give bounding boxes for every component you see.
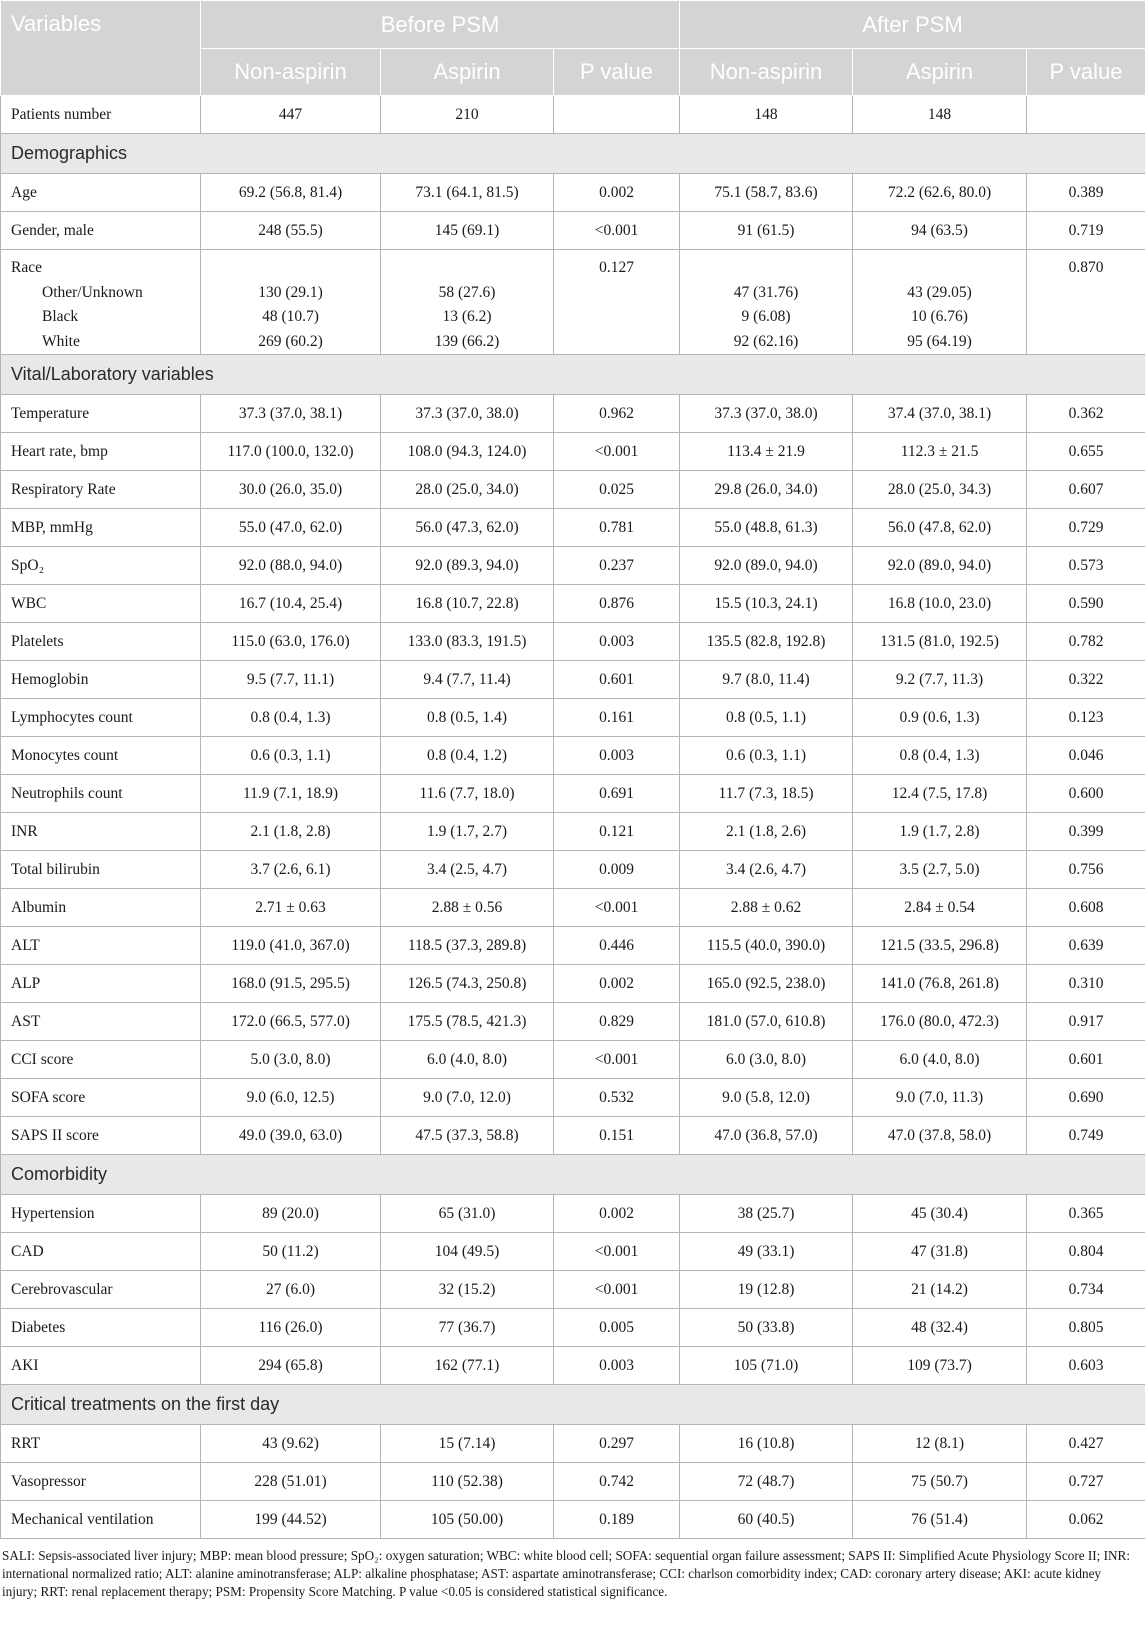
table-cell: 15 (7.14) [381,1425,554,1463]
table-row-vital-10 [1,775,1145,813]
table-row-vital-0 [1,395,1145,433]
table-cell: 72 (48.7) [680,1463,853,1501]
table-cell: 77 (36.7) [381,1309,554,1347]
table-row-race [1,250,1145,355]
table-row-vital-3 [1,509,1145,547]
table-cell: 9.0 (5.8, 12.0) [680,1079,853,1117]
table-cell: 16.8 (10.7, 22.8) [381,585,554,623]
table-cell: 0.608 [1027,889,1145,927]
header-before-psm: Before PSM [201,1,680,49]
table-cell [554,96,680,134]
row-label: Platelets [1,623,201,661]
table-cell: 9.7 (8.0, 11.4) [680,661,853,699]
table-cell: 113.4 ± 21.9 [680,433,853,471]
table-cell: 0.601 [1027,1041,1145,1079]
header-after-aspirin: Aspirin [853,49,1027,96]
table-cell: 49.0 (39.0, 63.0) [201,1117,381,1155]
table-cell: 2.84 ± 0.54 [853,889,1027,927]
table-cell: 121.5 (33.5, 296.8) [853,927,1027,965]
row-label: Vasopressor [1,1463,201,1501]
table-cell: 115.5 (40.0, 390.0) [680,927,853,965]
table-cell: 0.389 [1027,174,1145,212]
section-title: Comorbidity [1,1155,1145,1195]
race-blank [381,256,553,281]
race-value: 139 (66.2) [434,332,500,350]
table-cell: 29.8 (26.0, 34.0) [680,471,853,509]
table-cell: 115.0 (63.0, 176.0) [201,623,381,661]
table-cell: 45 (30.4) [853,1195,1027,1233]
race-value: 269 (60.2) [258,332,323,350]
table-cell: 135.5 (82.8, 192.8) [680,623,853,661]
row-label: SAPS II score [1,1117,201,1155]
table-row-demo-0 [1,174,1145,212]
table-cell: 0.727 [1027,1463,1145,1501]
table-cell: 0.690 [1027,1079,1145,1117]
race-cell [1027,250,1145,355]
table-cell: 6.0 (4.0, 8.0) [853,1041,1027,1079]
table-cell: 0.003 [554,1347,680,1385]
table-cell: 0.601 [554,661,680,699]
table-cell: 104 (49.5) [381,1233,554,1271]
table-cell: 75.1 (58.7, 83.6) [680,174,853,212]
table-row-vital-12 [1,851,1145,889]
table-cell: 175.5 (78.5, 421.3) [381,1003,554,1041]
table-cell: 15.5 (10.3, 24.1) [680,585,853,623]
table-cell: 9.5 (7.7, 11.1) [201,661,381,699]
table-cell: 131.5 (81.0, 192.5) [853,623,1027,661]
table-cell: 91 (61.5) [680,212,853,250]
race-blank [853,256,1026,281]
table-cell: 47.0 (37.8, 58.0) [853,1117,1027,1155]
section-title: Vital/Laboratory variables [1,355,1145,395]
table-cell: 165.0 (92.5, 238.0) [680,965,853,1003]
row-label: ALP [1,965,201,1003]
row-label: Monocytes count [1,737,201,775]
table-cell: 2.71 ± 0.63 [201,889,381,927]
table-cell: 12 (8.1) [853,1425,1027,1463]
table-cell: 92.0 (89.3, 94.0) [381,547,554,585]
table-cell: 0.161 [554,699,680,737]
table-cell: 76 (51.4) [853,1501,1027,1539]
table-body [1,96,1145,1539]
table-cell: 0.756 [1027,851,1145,889]
table-cell: 37.3 (37.0, 38.1) [201,395,381,433]
table-cell: 37.4 (37.0, 38.1) [853,395,1027,433]
row-label: Temperature [1,395,201,433]
race-value: 58 (27.6) [438,283,496,301]
race-cell [201,250,381,355]
row-label: Age [1,174,201,212]
table-cell: 0.590 [1027,585,1145,623]
table-cell: 2.1 (1.8, 2.6) [680,813,853,851]
table-cell: 47.5 (37.3, 58.8) [381,1117,554,1155]
row-label: Gender, male [1,212,201,250]
table-row-vital-11 [1,813,1145,851]
table-cell: 228 (51.01) [201,1463,381,1501]
table-cell: 3.7 (2.6, 6.1) [201,851,381,889]
row-label: Hemoglobin [1,661,201,699]
table-row-treat-1 [1,1463,1145,1501]
section-header-vitals [1,355,1145,395]
table-row-vital-14 [1,927,1145,965]
table-cell: 0.062 [1027,1501,1145,1539]
table-row-vital-8 [1,699,1145,737]
row-label: Hypertension [1,1195,201,1233]
table-cell: 92.0 (89.0, 94.0) [680,547,853,585]
table-cell: 9.4 (7.7, 11.4) [381,661,554,699]
table-cell: 116 (26.0) [201,1309,381,1347]
race-cell [554,250,680,355]
race-value: 10 (6.76) [911,308,968,325]
table-cell [1027,96,1145,134]
table-cell: 0.009 [554,851,680,889]
table-row-vital-13 [1,889,1145,927]
table-cell: 0.829 [554,1003,680,1041]
table-cell: 0.782 [1027,623,1145,661]
table-cell: 92.0 (88.0, 94.0) [201,547,381,585]
table-cell: 37.3 (37.0, 38.0) [381,395,554,433]
table-cell: 19 (12.8) [680,1271,853,1309]
race-sub-label: White [42,332,80,350]
race-value: 130 (29.1) [258,283,323,301]
table-cell: 56.0 (47.3, 62.0) [381,509,554,547]
table-cell: 118.5 (37.3, 289.8) [381,927,554,965]
table-cell: 110 (52.38) [381,1463,554,1501]
table-cell: 0.362 [1027,395,1145,433]
footnote: SALI: Sepsis-associated liver injury; MBP: mean blood pressure; SpO₂: oxygen saturation; WBC: white blood cell; SOFA: sequential organ failure assessment; SAPS II: Simplified Acute Physiology Score II; INR: international normalized ratio; ALT: alanine aminotransferase; ALP: alkaline phosphatase; AST: aspartate aminotransferase; CCI: charlson comorbidity index; CAD: coronary artery disease; AKI: acute kidney injury; RRT: renal replacement therapy; PSM: Propensity Score Matching. P value <0.05 is considered statistical significance. [2,1548,1130,1599]
table-cell: 55.0 (47.0, 62.0) [201,509,381,547]
row-label: CCI score [1,1041,201,1079]
section-header-treatments [1,1385,1145,1425]
table-cell: 148 [680,96,853,134]
table-cell: 0.002 [554,1195,680,1233]
section-title: Demographics [1,134,1145,174]
row-label: SpO₂ [1,547,201,585]
table-cell: 0.446 [554,927,680,965]
table-cell: 1.9 (1.7, 2.8) [853,813,1027,851]
table-cell: 0.719 [1027,212,1145,250]
table-cell: 3.4 (2.5, 4.7) [381,851,554,889]
table-cell: 181.0 (57.0, 610.8) [680,1003,853,1041]
row-label: INR [1,813,201,851]
table-cell: 30.0 (26.0, 35.0) [201,471,381,509]
race-p-value: 0.870 [1068,259,1104,276]
table-cell: 145 (69.1) [381,212,554,250]
race-value: 43 (29.05) [907,283,972,301]
table-cell: 162 (77.1) [381,1347,554,1385]
table-cell: 148 [853,96,1027,134]
table-cell: 108.0 (94.3, 124.0) [381,433,554,471]
table-row-comorb-2 [1,1271,1145,1309]
header-before-aspirin: Aspirin [381,49,554,96]
race-cell [680,250,853,355]
table-cell: 3.4 (2.6, 4.7) [680,851,853,889]
table-cell: 49 (33.1) [680,1233,853,1271]
race-label: Race [11,259,42,276]
table-cell: 0.8 (0.4, 1.2) [381,737,554,775]
table-cell: 0.600 [1027,775,1145,813]
table-row-treat-0 [1,1425,1145,1463]
table-cell: 43 (9.62) [201,1425,381,1463]
table-cell: 0.742 [554,1463,680,1501]
table-cell: 0.005 [554,1309,680,1347]
race-value: 48 (10.7) [262,308,319,325]
race-value: 92 (62.16) [733,332,799,350]
table-cell: 0.6 (0.3, 1.1) [680,737,853,775]
table-cell: 5.0 (3.0, 8.0) [201,1041,381,1079]
table-cell: 0.237 [554,547,680,585]
table-row-vital-6 [1,623,1145,661]
table-cell: 0.365 [1027,1195,1145,1233]
table-cell: 0.749 [1027,1117,1145,1155]
race-blank [680,256,852,281]
table-cell: 109 (73.7) [853,1347,1027,1385]
table-cell: 0.002 [554,965,680,1003]
table-cell: 9.0 (6.0, 12.5) [201,1079,381,1117]
table-row-vital-2 [1,471,1145,509]
table-cell: <0.001 [554,1271,680,1309]
table-cell: 6.0 (4.0, 8.0) [381,1041,554,1079]
table-cell: 168.0 (91.5, 295.5) [201,965,381,1003]
row-label: SOFA score [1,1079,201,1117]
table-cell: 0.322 [1027,661,1145,699]
table-cell: 38 (25.7) [680,1195,853,1233]
table-cell: 105 (71.0) [680,1347,853,1385]
header-before-non-aspirin: Non-aspirin [201,49,381,96]
table-cell: 50 (33.8) [680,1309,853,1347]
table-cell: 11.6 (7.7, 18.0) [381,775,554,813]
table-cell: 0.9 (0.6, 1.3) [853,699,1027,737]
table-cell: 0.121 [554,813,680,851]
row-label: Lymphocytes count [1,699,201,737]
header-before-p-value: P value [554,49,680,96]
header-variables: Variables [1,1,201,96]
row-label: AST [1,1003,201,1041]
table-cell: 2.88 ± 0.56 [381,889,554,927]
table-cell: 2.88 ± 0.62 [680,889,853,927]
table-cell: 0.607 [1027,471,1145,509]
row-label: Mechanical ventilation [1,1501,201,1539]
table-row-vital-5 [1,585,1145,623]
table-cell: 11.7 (7.3, 18.5) [680,775,853,813]
table-cell: 0.003 [554,737,680,775]
table-row-comorb-0 [1,1195,1145,1233]
table-row-vital-7 [1,661,1145,699]
table-cell: 0.123 [1027,699,1145,737]
table-cell: 1.9 (1.7, 2.7) [381,813,554,851]
table-cell: 0.805 [1027,1309,1145,1347]
race-label-cell [1,250,201,355]
race-value: 13 (6.2) [442,308,492,325]
table-cell: 176.0 (80.0, 472.3) [853,1003,1027,1041]
row-label: Albumin [1,889,201,927]
table-cell: 248 (55.5) [201,212,381,250]
table-cell: 11.9 (7.1, 18.9) [201,775,381,813]
table-cell: 3.5 (2.7, 5.0) [853,851,1027,889]
table-row-vital-4 [1,547,1145,585]
header-after-non-aspirin: Non-aspirin [680,49,853,96]
table-cell: 0.6 (0.3, 1.1) [201,737,381,775]
header-after-psm: After PSM [680,1,1145,49]
table-cell: 133.0 (83.3, 191.5) [381,623,554,661]
row-label: WBC [1,585,201,623]
table-cell: 92.0 (89.0, 94.0) [853,547,1027,585]
table-row-comorb-4 [1,1347,1145,1385]
race-p-value: 0.127 [599,259,634,276]
table-cell: 69.2 (56.8, 81.4) [201,174,381,212]
table-row-treat-2 [1,1501,1145,1539]
race-value: 9 (6.08) [741,308,791,325]
table-cell: 65 (31.0) [381,1195,554,1233]
header-after-p-value: P value [1027,49,1145,96]
table-cell: 28.0 (25.0, 34.3) [853,471,1027,509]
table-cell: 28.0 (25.0, 34.0) [381,471,554,509]
table-row-patients-number [1,96,1145,134]
table-cell: 0.025 [554,471,680,509]
table-cell: 0.046 [1027,737,1145,775]
table-cell: 0.917 [1027,1003,1145,1041]
row-label: Total bilirubin [1,851,201,889]
table-row-comorb-3 [1,1309,1145,1347]
table-row-vital-19 [1,1117,1145,1155]
table-cell: 0.8 (0.4, 1.3) [853,737,1027,775]
table-cell: 72.2 (62.6, 80.0) [853,174,1027,212]
table-cell: 89 (20.0) [201,1195,381,1233]
table-cell: 0.399 [1027,813,1145,851]
table-row-vital-15 [1,965,1145,1003]
row-label: Diabetes [1,1309,201,1347]
table-cell: 105 (50.00) [381,1501,554,1539]
section-header-demographics [1,134,1145,174]
table-cell: 0.310 [1027,965,1145,1003]
table-cell: 117.0 (100.0, 132.0) [201,433,381,471]
table-cell: 0.876 [554,585,680,623]
table-cell: 37.3 (37.0, 38.0) [680,395,853,433]
row-label: Heart rate, bmp [1,433,201,471]
table-cell: 0.8 (0.4, 1.3) [201,699,381,737]
table-cell: 126.5 (74.3, 250.8) [381,965,554,1003]
table-cell: 75 (50.7) [853,1463,1027,1501]
table-cell: 16.7 (10.4, 25.4) [201,585,381,623]
race-blank [201,256,380,281]
table-cell: 0.532 [554,1079,680,1117]
table-cell: 0.655 [1027,433,1145,471]
table-cell: 294 (65.8) [201,1347,381,1385]
table-cell: 9.0 (7.0, 12.0) [381,1079,554,1117]
table-row-vital-18 [1,1079,1145,1117]
row-label: MBP, mmHg [1,509,201,547]
row-label: CAD [1,1233,201,1271]
table-cell: 0.8 (0.5, 1.4) [381,699,554,737]
table-cell: 199 (44.52) [201,1501,381,1539]
table-cell: 9.2 (7.7, 11.3) [853,661,1027,699]
table-cell: 0.003 [554,623,680,661]
table-cell: <0.001 [554,1233,680,1271]
race-sub-label: Black [42,308,79,325]
table-cell: 447 [201,96,381,134]
section-header-comorbidity [1,1155,1145,1195]
table-cell: 47 (31.8) [853,1233,1027,1271]
table-cell: 60 (40.5) [680,1501,853,1539]
row-label: ALT [1,927,201,965]
table-cell: 55.0 (48.8, 61.3) [680,509,853,547]
table-cell: 73.1 (64.1, 81.5) [381,174,554,212]
table-cell: 16 (10.8) [680,1425,853,1463]
table-cell: 48 (32.4) [853,1309,1027,1347]
row-label: AKI [1,1347,201,1385]
table-cell: 0.781 [554,509,680,547]
table-cell: 16.8 (10.0, 23.0) [853,585,1027,623]
table-cell: 0.427 [1027,1425,1145,1463]
table-cell: 94 (63.5) [853,212,1027,250]
table-cell: 50 (11.2) [201,1233,381,1271]
table-cell: 0.151 [554,1117,680,1155]
table-cell: 172.0 (66.5, 577.0) [201,1003,381,1041]
table-cell: 0.691 [554,775,680,813]
table-cell: 32 (15.2) [381,1271,554,1309]
table-cell: 12.4 (7.5, 17.8) [853,775,1027,813]
table-cell: 47.0 (36.8, 57.0) [680,1117,853,1155]
table-row-comorb-1 [1,1233,1145,1271]
table-cell: 210 [381,96,554,134]
table-row-vital-1 [1,433,1145,471]
table-cell: 2.1 (1.8, 2.8) [201,813,381,851]
row-label: Patients number [1,96,201,134]
row-label: RRT [1,1425,201,1463]
table-row-demo-1 [1,212,1145,250]
table-cell: 0.734 [1027,1271,1145,1309]
table-cell: 0.639 [1027,927,1145,965]
table-row-vital-16 [1,1003,1145,1041]
table-cell: 0.002 [554,174,680,212]
table-cell: 119.0 (41.0, 367.0) [201,927,381,965]
table-cell: 56.0 (47.8, 62.0) [853,509,1027,547]
table-cell: 27 (6.0) [201,1271,381,1309]
table-cell: 0.804 [1027,1233,1145,1271]
table-cell: 0.962 [554,395,680,433]
table-row-vital-17 [1,1041,1145,1079]
race-cell [381,250,554,355]
table-cell: 0.8 (0.5, 1.1) [680,699,853,737]
section-title: Critical treatments on the first day [1,1385,1145,1425]
row-label: Respiratory Rate [1,471,201,509]
table-cell: 0.189 [554,1501,680,1539]
table-cell: <0.001 [554,1041,680,1079]
table-cell: 6.0 (3.0, 8.0) [680,1041,853,1079]
race-cell [853,250,1027,355]
row-label: Cerebrovascular [1,1271,201,1309]
table-cell: 0.729 [1027,509,1145,547]
table-cell: 0.573 [1027,547,1145,585]
table-cell: 9.0 (7.0, 11.3) [853,1079,1027,1117]
table-row-vital-9 [1,737,1145,775]
table-cell: <0.001 [554,212,680,250]
table-cell: 21 (14.2) [853,1271,1027,1309]
row-label: Neutrophils count [1,775,201,813]
table-cell: <0.001 [554,433,680,471]
table-cell: 112.3 ± 21.5 [853,433,1027,471]
table-cell: 0.603 [1027,1347,1145,1385]
table-cell: 141.0 (76.8, 261.8) [853,965,1027,1003]
table-cell: 0.297 [554,1425,680,1463]
race-value: 95 (64.19) [907,332,972,350]
race-sub-label: Other/Unknown [42,283,143,301]
table-cell: <0.001 [554,889,680,927]
race-value: 47 (31.76) [733,283,799,301]
